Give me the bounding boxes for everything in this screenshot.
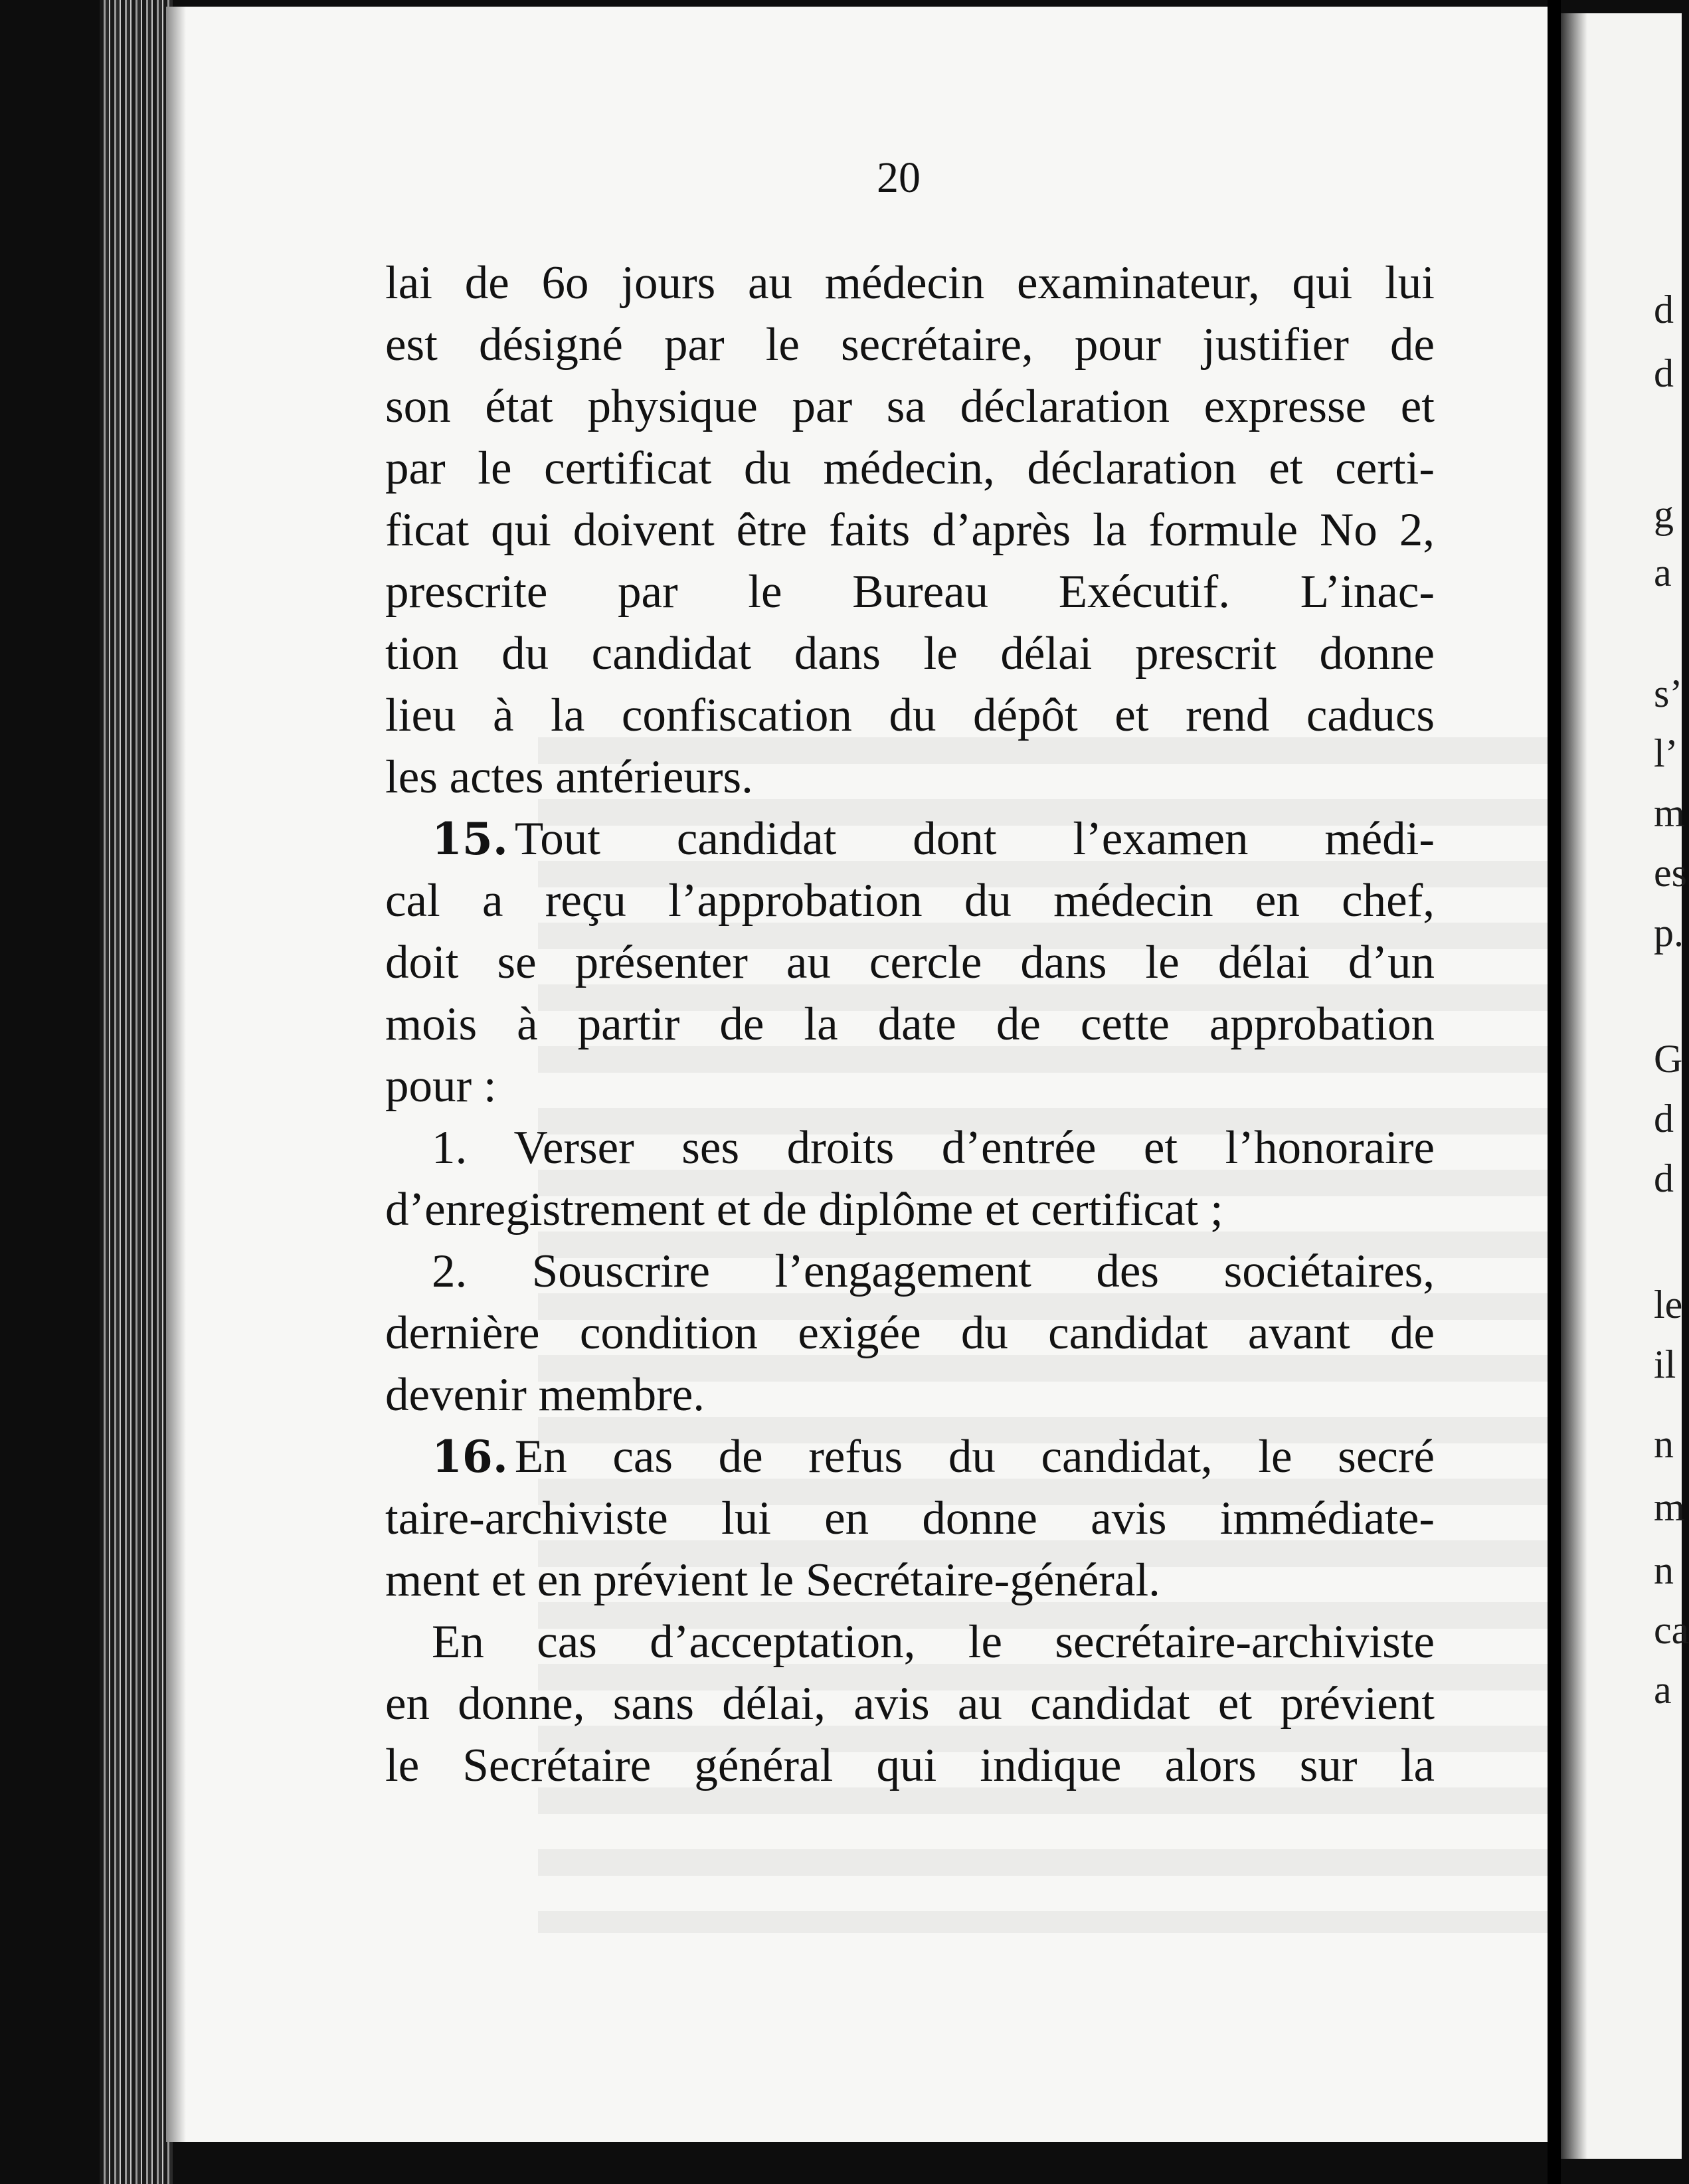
facing-text-fragment: d (1654, 1097, 1674, 1140)
facing-text-fragment: g (1654, 492, 1674, 536)
text-line: ment et en prévient le Secrétaire-général. (385, 1554, 1160, 1606)
facing-text-fragment: n (1654, 1422, 1674, 1466)
page-text (385, 252, 1435, 1797)
facing-text-fragment: a (1654, 1668, 1672, 1712)
section-16-first-line (385, 1426, 1435, 1488)
section-15-first-line (385, 808, 1435, 870)
text-line: les actes antérieurs. (385, 751, 753, 803)
text-line: devenir membre. (385, 1369, 705, 1421)
facing-text-fragment: il (1654, 1342, 1676, 1386)
facing-text-fragment: le (1654, 1283, 1683, 1326)
text-line: son état physique par sa déclaration expresse et (385, 381, 1435, 432)
book-spine (1548, 0, 1561, 2184)
text-line: est désigné par le secrétaire, pour justifier de (385, 319, 1435, 371)
list-item-1: 1. Verser ses droits d’entrée et l’honoraire (432, 1122, 1435, 1174)
text-line: ficat qui doivent être faits d’après la formule No 2, (385, 504, 1435, 556)
text-line: par le certificat du médecin, déclaration et certi- (385, 442, 1435, 494)
facing-text-fragment: a (1654, 551, 1672, 594)
text-line: taire-archiviste lui en donne avis immédiate- (385, 1493, 1435, 1544)
facing-text-fragment: m (1654, 791, 1685, 835)
section-number: 16. (432, 1431, 508, 1483)
facing-page (1561, 13, 1689, 2159)
facing-text-fragment: s’ (1654, 672, 1683, 715)
text-line: pour : (385, 1060, 497, 1112)
text-line: en donne, sans délai, avis au candidat et prévient (385, 1678, 1435, 1730)
text-line: mois à partir de la date de cette approbation (385, 998, 1435, 1050)
section-number: 15. (432, 813, 508, 865)
page-number: 20 (877, 153, 921, 202)
facing-text-fragment: l’ (1654, 731, 1678, 775)
text-line: le Secrétaire général qui indique alors sur la (385, 1740, 1435, 1791)
text-line: doit se présenter au cercle dans le délai d’un (385, 937, 1435, 988)
text-line: dernière condition exigée du candidat avant de (385, 1307, 1435, 1359)
facing-text-fragment: m (1654, 1485, 1685, 1529)
facing-text-fragment: d (1654, 1156, 1674, 1200)
text-line: tion du candidat dans le délai prescrit donne (385, 628, 1435, 680)
facing-text-fragment: n (1654, 1548, 1674, 1592)
text-line: cal a reçu l’approbation du médecin en chef, (385, 875, 1435, 927)
text-line: lai de 6o jours au médecin examinateur, qui lui (385, 257, 1435, 309)
text-line: d’enregistrement et de diplôme et certificat ; (385, 1184, 1223, 1235)
facing-gutter-shadow (1561, 13, 1587, 2159)
facing-text-fragment: G (1654, 1037, 1683, 1081)
text-line: prescrite par le Bureau Exécutif. L’inac- (385, 566, 1435, 618)
section-text: Tout candidat dont l’examen médi- (514, 813, 1435, 865)
text-line: lieu à la confiscation du dépôt et rend caducs (385, 689, 1435, 741)
text-line: En cas d’acceptation, le secrétaire-archiviste (432, 1616, 1435, 1668)
list-item-2: 2. Souscrire l’engagement des sociétaires, (432, 1245, 1435, 1297)
facing-text-fragment: d (1654, 288, 1674, 331)
facing-text-fragment: es (1654, 851, 1687, 895)
facing-text-fragment: d (1654, 351, 1674, 395)
page-edges (100, 0, 173, 2184)
facing-text-fragment: ca (1654, 1608, 1689, 1652)
section-text: En cas de refus du candidat, le secré (514, 1431, 1435, 1483)
gutter-shadow (166, 7, 186, 2142)
facing-text-fragment: p. (1654, 911, 1684, 955)
